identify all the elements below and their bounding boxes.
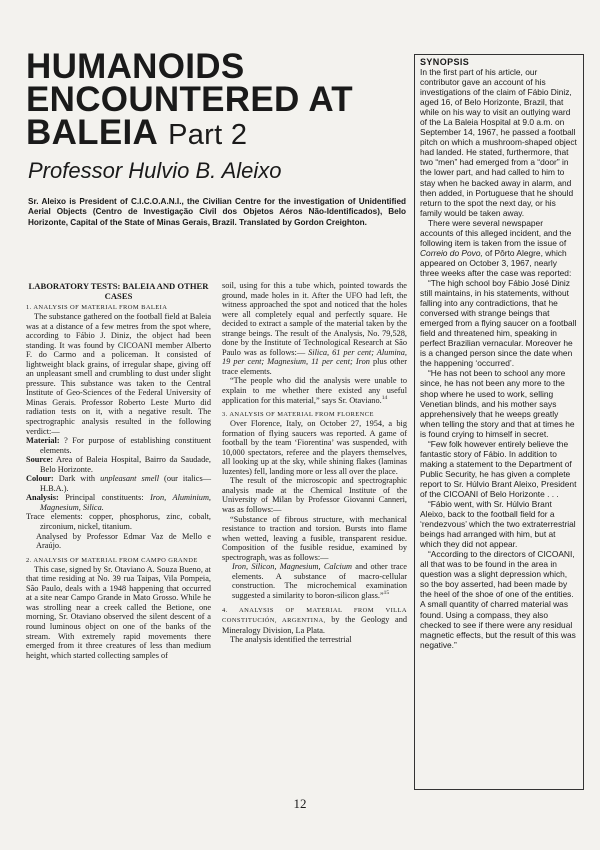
title-line-1: HUMANOIDS xyxy=(26,47,245,86)
synopsis-italic: Correio do Povo, xyxy=(420,247,483,258)
paragraph-italic: Silica, 61 per cent; Alumina, 19 per cent; Magnesium, 11 per cent; Iron xyxy=(222,347,408,367)
synopsis-paragraph xyxy=(420,218,578,278)
paragraph: The result of the microscopic and spectrographic analysis made at the Chemical Institute of the University of Milan by Professor Giovanni Canneri, was as follows:— xyxy=(222,476,407,515)
paragraph-end: plus other trace elements. xyxy=(222,357,407,376)
synopsis-paragraph: In the first part of his article, our contributor gave an account of his investigations of the claim of Fábio Diniz, aged 16, of Belo Horizonte, Brazil, that while on his way to visit an outlying ward of the La Baleia Hospital at 9.0 a.m. on September 14, 1967, he passed a football pitch on which a mushroom-shaped object had landed. He stated, furthermore, that two “men” had emerged from a “door” in the lower part, and had called to him to stay when he backed away in alarm, and then added, in Portuguese that he should return to the spot the next day, or his family would be taken away. xyxy=(420,67,577,218)
synopsis-text-end: of Pôrto Alegre, which appeared on October 3, 1967, nearly three weeks after the case was reported: xyxy=(420,247,572,278)
synopsis-paragraph: “Fábio went, with Sr. Húlvio Brant Aleixo, back to the football field for a ‘rendezvous’ which the two extraterrestrial beings had arranged with him, but at which they did not appear. xyxy=(420,499,576,550)
intro-paragraph: Sr. Aleixo is President of C.I.C.O.A.N.I., the Civilian Centre for the investigation of Unidentified Aerial Objects (Centro de Investigação Civil dos Objetos Aéros Não-Identificados), Belo Horizonte, Capital of the State of Minas Gerais, Brazil. Translated by Gordon Creighton. xyxy=(28,197,406,227)
synopsis-paragraph: “He has not been to school any more since, he has not been any more to the shop where he used to work, selling Venetian blinds, and his mother says apprehensively that he weeps greatly when telling the story and that at times he is found crying to himself in secret. xyxy=(420,368,575,439)
paragraph xyxy=(222,281,407,376)
subsection-4 xyxy=(222,605,407,636)
material-text: ? For purpose of establishing constituent elements. xyxy=(40,436,212,455)
title-line-2: ENCOUNTERED AT xyxy=(26,80,353,119)
paragraph-text: soil, using for this a tube which, pointed towards the ground, made holes in it. After the UFO had left, the witness approached the spot and noticed that the holes were all completely equal and perfectly square. He decided to extract a sample of the material taken by the strange beings. The result of the Analysis, No. 79,528, done by the Institute of Technological Research at São Paulo was as follows:— xyxy=(222,281,407,357)
article-column-1 xyxy=(26,281,211,660)
section-heading: LABORATORY TESTS: BALEIA AND OTHER CASES xyxy=(28,281,209,301)
title-part: Part 2 xyxy=(168,119,248,151)
synopsis-paragraph: “According to the directors of CICOANI, all that was to be found in the area in question was a slight depression which, so the boy asserted, had been made by the heel of the shoe of one of the entities. A small quantity of charred material was found. Using a compass, they also checked to see if there were any residual magnetic effects, but the result of this was negative.” xyxy=(420,549,576,650)
footnote-ref: 15 xyxy=(383,590,390,597)
article-column-2 xyxy=(222,281,407,645)
synopsis-box xyxy=(414,54,584,790)
source-label: Source: xyxy=(26,455,54,465)
source-text: Area of Baleia Hospital, Bairro da Saudade, Belo Horizonte. xyxy=(40,455,211,474)
analysed-by: Analysed by Professor Edmar Vaz de Mello e Araújo. xyxy=(36,531,211,551)
subsection-title-3: 3. ANALYSIS OF MATERIAL FROM FLORENCE xyxy=(222,411,374,419)
colour-entry xyxy=(26,474,211,493)
title-line-3: BALEIA xyxy=(26,113,159,152)
paragraph: “Substance of fibrous structure, with mechanical resistance to traction and torsion. Bursts into flame when wetted, leaving a fusible, transparent residue. Composition of the fusible residue, examined by spectrograph, was as follows:— xyxy=(222,514,407,562)
author-byline: Professor Hulvio B. Aleixo xyxy=(28,158,282,183)
colour-label: Colour: xyxy=(26,474,54,484)
paragraph: This case, signed by Sr. Otaviano A. Souza Bueno, at that time residing at No. 39 rua Taipas, Vila Pompeia, São Paulo, deals with a 1948 happening that occurred at a site near Campo Grande in Mato Grosso. While he was strolling near a creek called the Betione, one morning, Sr. Otaviano observed the silent descent of a round luminous object on one of the banks of the stream. With extremely rapid movements there emerged from it three creatures of less than medium height, which started collecting samples of xyxy=(26,564,211,660)
analysis-entry xyxy=(26,493,211,512)
page-number: 12 xyxy=(293,796,307,811)
subsection-title-2: 2. ANALYSIS OF MATERIAL FROM CAMPO GRANDE xyxy=(26,556,198,564)
synopsis-paragraph: “Few folk however entirely believe the fantastic story of Fábio. In addition to making a statement to the Department of Public Security, he has given a complete report to Sr. Húlvio Brant Aleixo, President of the CICOANI of Belo Horizonte . . . xyxy=(420,438,577,499)
paragraph xyxy=(222,376,407,405)
analysis-label: Analysis: xyxy=(26,493,59,503)
material-entry xyxy=(26,436,211,455)
synopsis-text: There were several newspaper accounts of this alleged incident, and the following item is taken from the issue of xyxy=(420,217,572,248)
material-label: Material: xyxy=(26,436,60,446)
paragraph: Over Florence, Italy, on October 27, 1954, a big formation of flying saucers was reported. A game of football by the team ‘Fiorentina’ was suspended, with 10,000 spectators, referee and the players themselves, all looking up at the sky, while shining flakes (laminas luzentes) fell, landing more or less all over the place. xyxy=(222,419,407,476)
paragraph-italic: Iron, Silicon, Magnesium, Calcium xyxy=(232,562,352,572)
paragraph-text: “The people who did the analysis were unable to explain to me whether there existed any useful application for this material,” says Sr. Otaviano. xyxy=(222,376,407,405)
synopsis-paragraph: “The high school boy Fábio José Diniz still maintains, in his statements, without falling into any contradictions, that he conversed with strange beings that emerged from a flying saucer on a football field and threatened him, speaking in perfect Brazilian vernacular. Moreover he is a changed person since the date when the happening ‘occurred’. xyxy=(420,277,577,369)
paragraph xyxy=(222,562,407,600)
analysis-text: Principal constituents: xyxy=(65,493,151,503)
paragraph: The substance gathered on the football field at Baleia was at a distance of a few metres from the spot where, according to Fábio J. Diniz, the object had been standing. It was found by CICOANI member Alberto F. do Carmo and a policeman. It consisted of lightweight black grains, of irregular shape, giving off an unpleasant smell and crumbling to dust under slight pressure. This substance was taken to the Central Institute of Geo-Sciences of the Federal University of Minas Gerais. Professor Roberto Leste Murto did radiation tests on it, with a negative result. The spectrographic analysis resulted in the following verdict:— xyxy=(26,312,211,436)
colour-text-end: (our italics—H.B.A.). xyxy=(40,474,212,493)
analysis-text-italic: Iron, Aluminium, Magnesium, Silica. xyxy=(40,493,212,512)
subsection-title-1: 1. ANALYSIS OF MATERIAL FROM BALEIA xyxy=(26,304,168,311)
paragraph: The analysis identified the terrestrial xyxy=(230,635,352,645)
trace-elements: Trace elements: copper, phosphorus, zinc, cobalt, zirconium, nickel, titanium. xyxy=(26,512,211,532)
article-title xyxy=(26,47,406,152)
colour-text: Dark with xyxy=(58,474,101,484)
footnote-ref: 14 xyxy=(381,394,388,401)
synopsis-heading: SYNOPSIS xyxy=(420,57,470,67)
subsection-title-4-end: by the Geology and Mineralogy Division, La Plata. xyxy=(222,615,407,635)
colour-text-italic: unpleasant smell xyxy=(100,474,160,484)
subsection-title-4: 4. ANALYSIS OF MATERIAL FROM VILLA CONSTITUCIÓN, ARGENTINA, xyxy=(222,606,407,625)
paragraph-end: and other trace elements. A substance of macro-cellular construction. The microchemical examination suggested a similarity to boron-silicon glass.” xyxy=(232,562,407,600)
source-entry xyxy=(26,455,211,474)
